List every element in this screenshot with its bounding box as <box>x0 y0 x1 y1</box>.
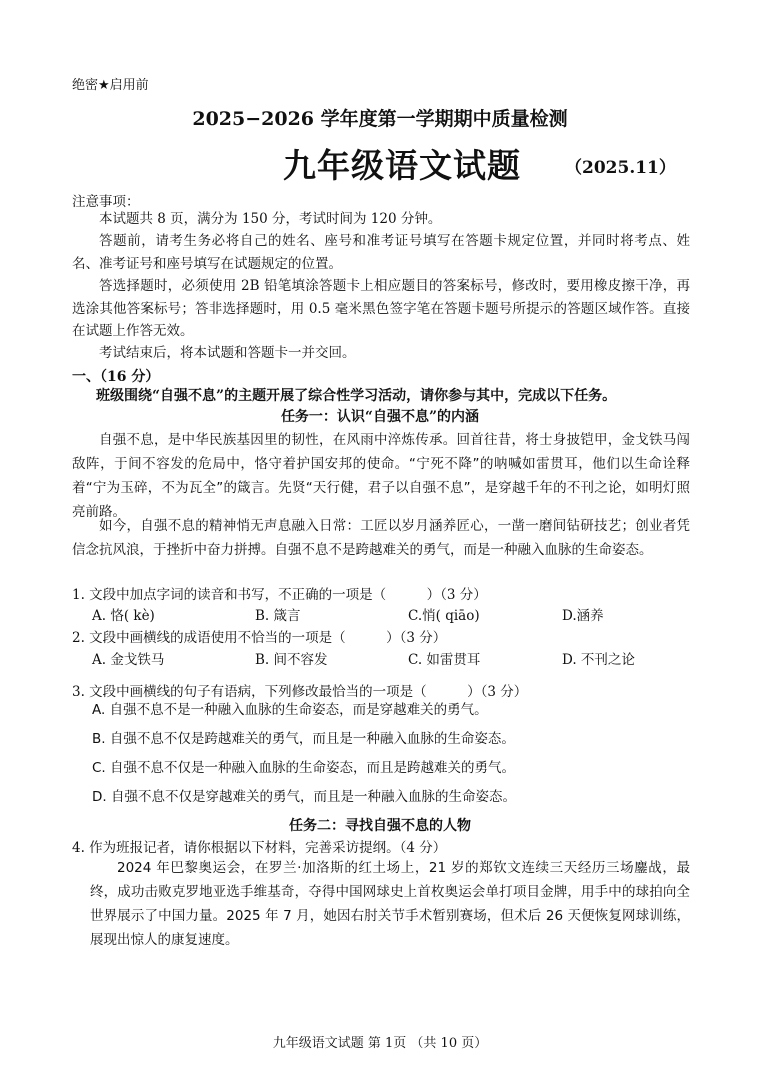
confidential-label: 绝密★启用前 <box>72 78 149 93</box>
question-4-stem: 4. 作为班报记者，请你根据以下材料，完善采访提纲。（4 分） <box>72 840 447 856</box>
note-item: 本试题共 8 页，满分为 150 分，考试时间为 120 分钟。 <box>99 211 442 227</box>
paper-title: 九年级语文试题 <box>283 146 521 185</box>
q2-option-a: A. 金戈铁马 <box>92 652 165 668</box>
q3-option-d: D. 自强不息不仅是穿越难关的勇气，而且是一种融入血脉的生命姿态。 <box>92 789 516 805</box>
question-2-stem: 2. 文段中画横线的成语使用不恰当的一项是（ ）（3 分） <box>72 630 447 646</box>
q3-option-b: B. 自强不息不仅是跨越难关的勇气，而且是一种融入血脉的生命姿态。 <box>92 731 515 747</box>
note-item: 答选择题时，必须使用 2B 铅笔填涂答题卡上相应题目的答案标号，修改时，要用橡皮擦干净，再选涂其他答案标号；答非选择题时，用 0.5 毫米黑色签字笔在答题卡题号所提示的答题区域作答。直接在试题上作答无效。 <box>72 278 690 339</box>
q1-option-c: C.悄( qiāo) <box>408 608 480 624</box>
q2-option-c: C. 如雷贯耳 <box>408 652 481 668</box>
reading-passage-2: 如今，自强不息的精神悄无声息融入日常：工匠以岁月涵养匠心，一凿一磨间钻研技艺；创业者凭信念抗风浪，于挫折中奋力拼搏。自强不息不是跨越难关的勇气，而是一种融入血脉的生命姿态。 <box>72 518 690 558</box>
question-3-stem: 3. 文段中画横线的句子有语病，下列修改最恰当的一项是（ ）（3 分） <box>72 684 528 700</box>
note-item: 答题前，请考生务必将自己的姓名、座号和准考证号填写在答题卡规定位置，并同时将考点、姓名、准考证号和座号填写在试题规定的位置。 <box>72 233 690 272</box>
exam-date: （2025.11） <box>565 158 676 178</box>
q1-option-d: D.涵养 <box>562 608 604 624</box>
section-label: 一、（16 分） <box>72 369 160 385</box>
question-1-stem: 1. 文段中加点字词的读音和书写，不正确的一项是（ ）（3 分） <box>72 587 487 603</box>
reading-passage-1: 自强不息，是中华民族基因里的韧性，在风雨中淬炼传承。回首往昔，将士身披铠甲，金戈铁马闯敌阵，于间不容发的危局中，恪守着护国安邦的使命。“宁死不降”的呐喊如雷贯耳，他们以生命诠释着“宁为玉碎，不为瓦全”的箴言。先贤“天行健，君子以自强不息”，是穿越千年的不刊之论，如明灯照亮前路。 <box>72 432 690 520</box>
q1-option-b: B. 箴言 <box>255 608 301 624</box>
q2-option-d: D. 不刊之论 <box>562 652 635 668</box>
question-4-material: 2024 年巴黎奥运会，在罗兰·加洛斯的红土场上，21 岁的郑钦文连续三天经历三场鏖战，最终，成功击败克罗地亚选手维基奇，夺得中国网球史上首枚奥运会单打项目金牌，用手中的球拍向全世界展示了中国力量。2025 年 7 月，她因右肘关节手术暂别赛场，但术后 26 天便恢复网球训练，展现出惊人的康复速度。 <box>90 860 690 948</box>
q3-option-a: A. 自强不息不是一种融入血脉的生命姿态，而是穿越难关的勇气。 <box>92 702 488 718</box>
page-footer: 九年级语文试题 第 1页 （共 10 页） <box>272 1036 488 1051</box>
section-intro: 班级围绕“自强不息”的主题开展了综合性学习活动，请你参与其中，完成以下任务。 <box>96 388 617 404</box>
task-one-title: 任务一：认识“自强不息”的内涵 <box>280 409 480 425</box>
task-two-title: 任务二：寻找自强不息的人物 <box>289 818 471 834</box>
q3-option-c: C. 自强不息不仅是一种融入血脉的生命姿态，而且是跨越难关的勇气。 <box>92 760 516 776</box>
note-item: 考试结束后，将本试题和答题卡一并交回。 <box>99 345 356 361</box>
q1-option-a: A. 恪( kè) <box>92 608 155 624</box>
q2-option-b: B. 间不容发 <box>255 652 328 668</box>
notes-title: 注意事项： <box>72 194 140 210</box>
exam-title: 2025−2026 学年度第一学期期中质量检测 <box>192 108 568 130</box>
